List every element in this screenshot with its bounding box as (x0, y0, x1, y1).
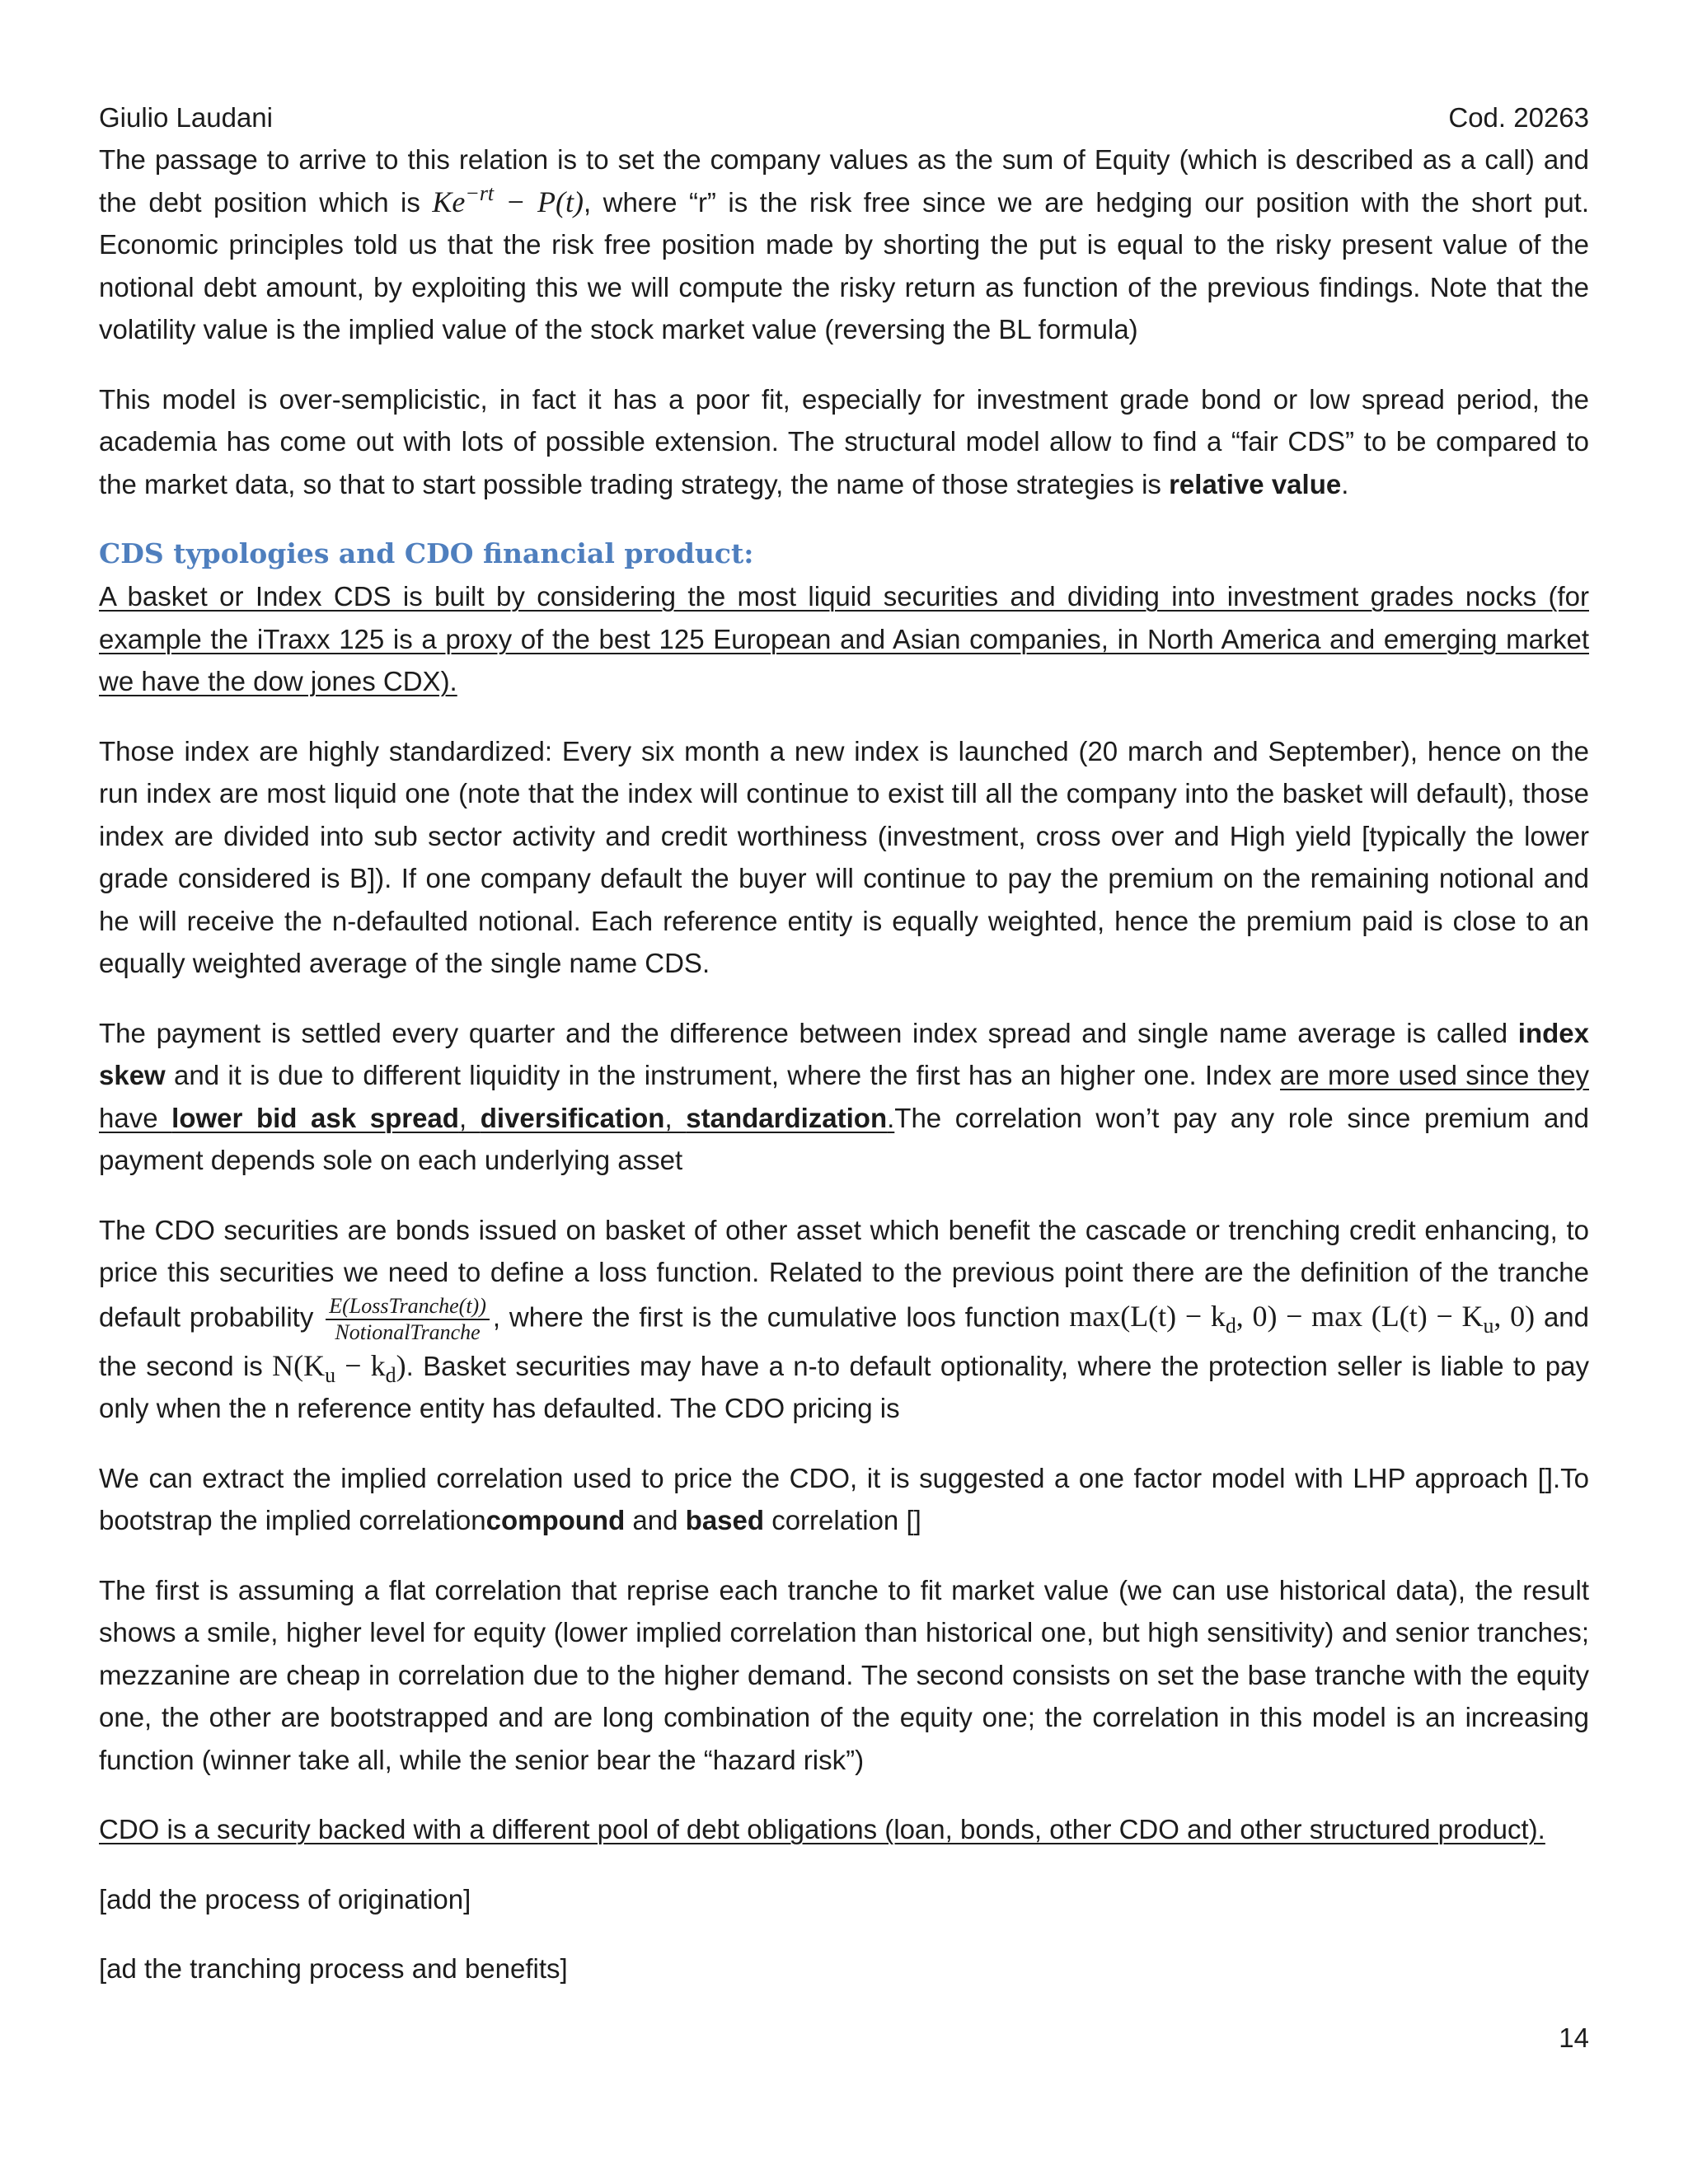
paragraph-origination-note: [add the process of origination] (99, 1883, 471, 1915)
term-standardization: standardization (686, 1102, 888, 1133)
term-compound: compound (485, 1505, 626, 1535)
paragraph-cdo-securities: The CDO securities are bonds issued on basket of other asset which benefit the cascade or trenching credit enhancing, to price this securities we need to define a loss function. Related to the previous point there are the definition of the tranche default probability $\frac{\text{E(LossTranche(t))}}{\text{NotionalTranche}}$ , where the first is the cumulative loos function $\max(L(t) - k_d$, $0) - \max (L(t) - K_u$, 0) and the second is $N(K_u - k_d)$. Basket securities may have a n-to default optionality, where the protection seller is liable to pay only when the n reference entity has defaulted. The CDO pricing is (99, 1214, 1590, 1423)
paragraph-basket-index: A basket or Index CDS is built by considering the most liquid securities and dividing into investment grades nocks (for example the iTraxx 125 is a proxy of the best 125 European and Asian companies, in North America and emerging market we have the dow jones CDX). (99, 581, 1589, 696)
paragraph-tranching-note: [ad the tranching process and benefits] (99, 1953, 568, 1984)
paragraph-merton-relation: The passage to arrive to this relation is to set the company values as the sum of Equity (which is described as a call) and the debt position which is $Ke^{-rt} - P(t)$, where “r” is the risk free since we are hedging our position with the short put. Economic principles told us that the risk free position made by shorting the put is equal to the risky present value of the notional debt amount, by exploiting this we will compute the risky return as function of the previous findings. Note that the volatility value is the implied value of the stock market value (reversing the BL formula) (99, 144, 1590, 344)
formula-notional: $N(K_u - k_d)$ (272, 1348, 406, 1387)
page-header (99, 97, 1589, 138)
formula-ke: $Ke^{-rt} - P(t)$ (432, 180, 584, 218)
formula-loss-function: $\max(L(t) - k_d$, $0) - \max (L(t) - K_u$, 0) (1069, 1300, 1536, 1338)
page-number: 14 (1559, 2022, 1589, 2053)
course-code: Cod. 20263 (1448, 102, 1589, 133)
formula-tranche-probability: $\frac{\text{E(LossTranche(t))}}{\text{NotionalTranche}}$ (326, 1294, 490, 1345)
term-index-skew: index skew (99, 1017, 1589, 1090)
section-heading: CDS typologies and CDO financial product: (99, 537, 754, 569)
paragraph-index-skew: The payment is settled every quarter and the difference between index spread and single name average is called index skew and it is due to different liquidity in the instrument, where the first has an higher one. Index are more used since they have lower bid ask spread, diversification, standardization.The correlation won’t pay any role since premium and payment depends sole on each underlying asset (99, 1017, 1590, 1175)
paragraph-cdo-definition: CDO is a security backed with a different pool of debt obligations (loan, bonds, other CDO and other structured product). (99, 1814, 1545, 1844)
term-based: based (685, 1505, 765, 1535)
term-bid-ask: lower bid ask spread (171, 1102, 459, 1133)
paragraph-flat-correlation: The first is assuming a flat correlation that reprise each tranche to fit market value (we can use historical data), the result shows a smile, higher level for equity (lower implied correlation than historical one, but high sensitivity) and senior tranches; mezzanine are cheap in correlation due to the higher demand. The second consists on set the base tranche with the equity one, the other are bootstrapped and are long combination of the equity one; the correlation in this model is an increasing function (winner take all, while the senior bear the “hazard risk”) (99, 1574, 1589, 1775)
paragraph-implied-correlation: We can extract the implied correlation used to price the CDO, it is suggested a one factor model with LHP approach [].To bootstrap the implied correlationcompound and based correlation [] (99, 1462, 1589, 1535)
term-diversification: diversification (480, 1102, 665, 1133)
paragraph-structural-model: This model is over-semplicistic, in fact it has a poor fit, especially for investment grade bond or low spread period, the academia has come out with lots of possible extension. The structural model allow to find a “fair CDS” to be compared to the market data, so that to start possible trading strategy, the name of those strategies is relative value. (99, 383, 1589, 499)
paragraph-index-standardized: Those index are highly standardized: Every six month a new index is launched (20 march and September), hence on the run index are most liquid one (note that the index will continue to exist till all the company into the basket will default), those index are divided into sub sector activity and credit worthiness (investment, cross over and High yield [typically the lower grade considered is B]). If one company default the buyer will continue to pay the premium on the remaining notional and he will receive the n-defaulted notional. Each reference entity is equally weighted, hence the premium paid is close to an equally weighted average of the single name CDS. (99, 735, 1589, 978)
author-name: Giulio Laudani (99, 102, 273, 133)
term-relative-value: relative value (1169, 468, 1342, 499)
